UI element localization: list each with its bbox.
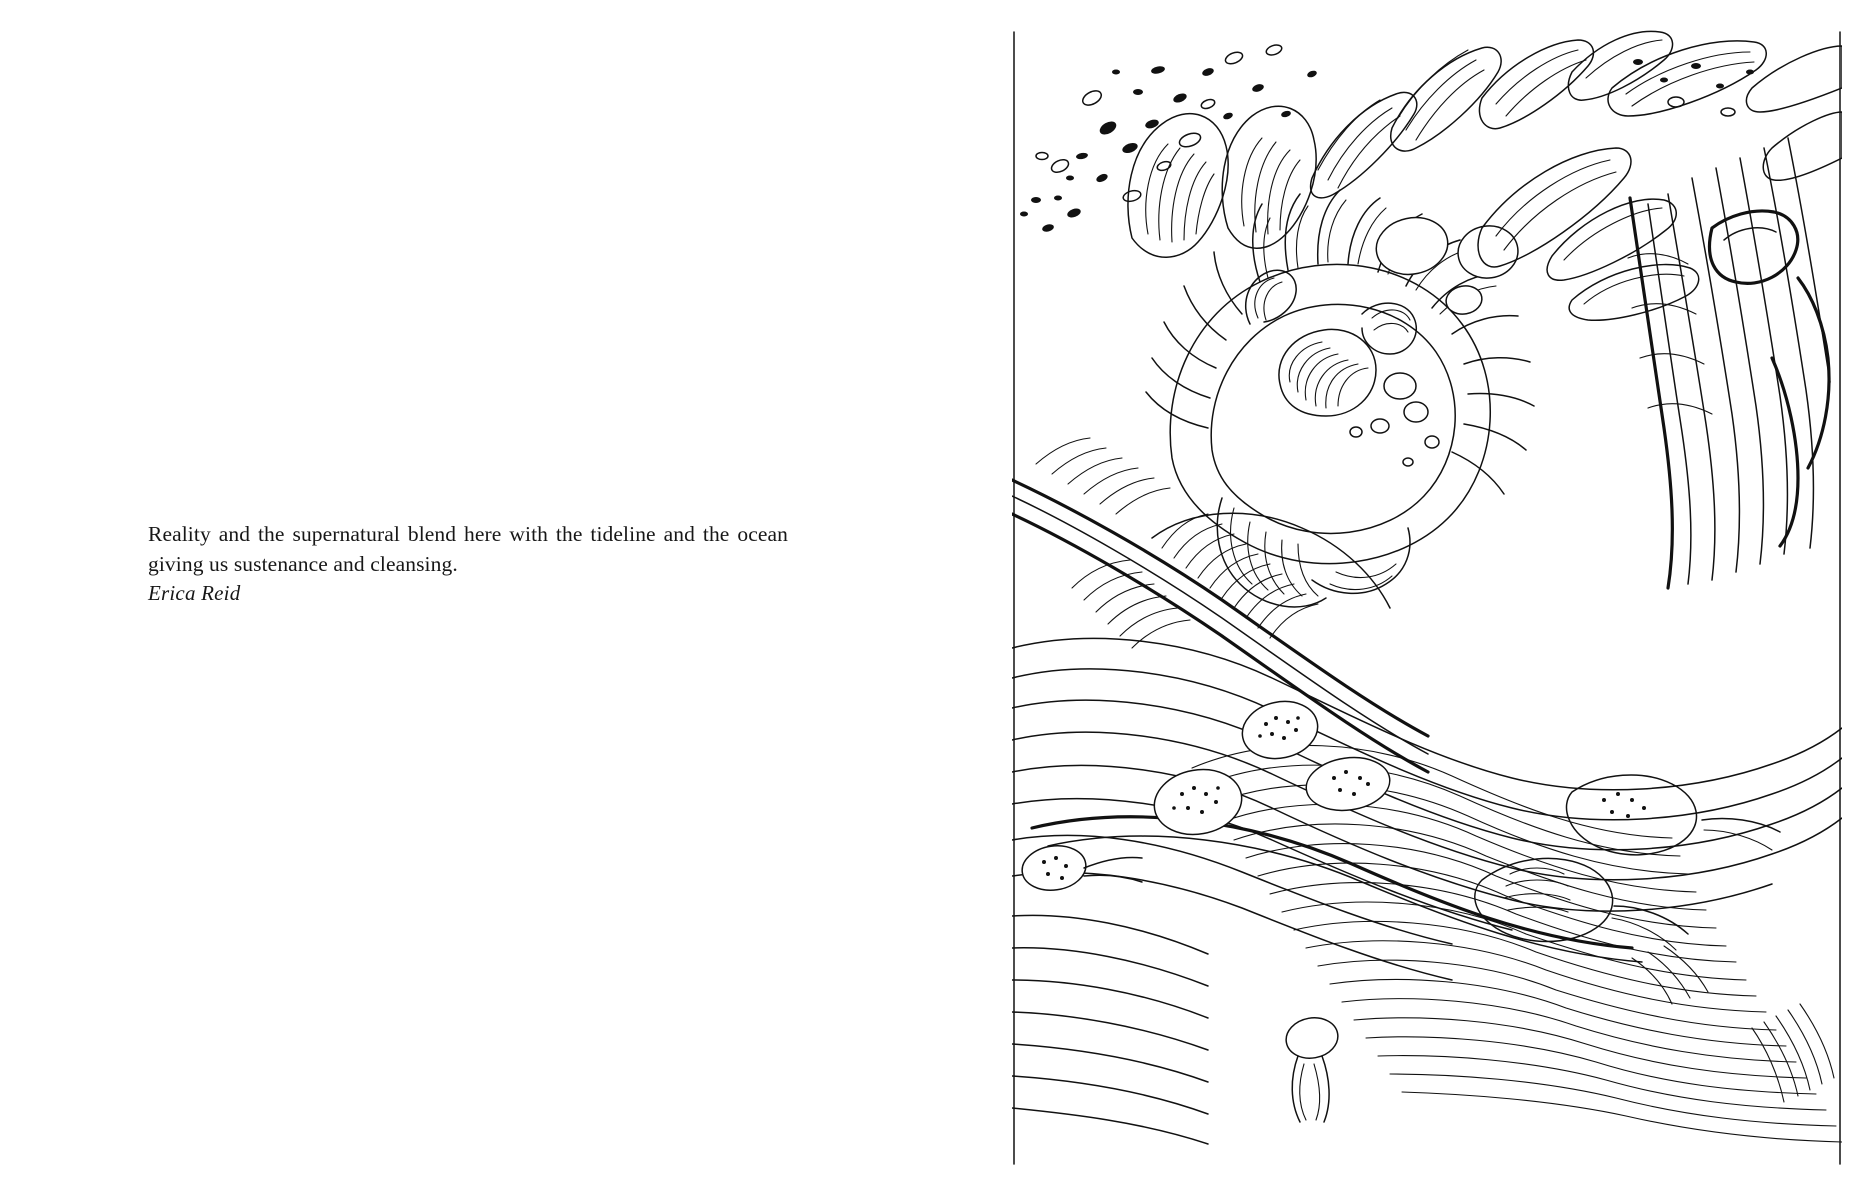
illustration-plate (1012, 28, 1842, 1168)
tidepool-line-drawing-svg (1012, 28, 1842, 1168)
quote-text: Reality and the supernatural blend here with the tideline and the ocean giving us sustenance and cleansing. (148, 522, 788, 576)
quote-attribution: Erica Reid (148, 581, 241, 606)
quote-block (148, 520, 788, 606)
